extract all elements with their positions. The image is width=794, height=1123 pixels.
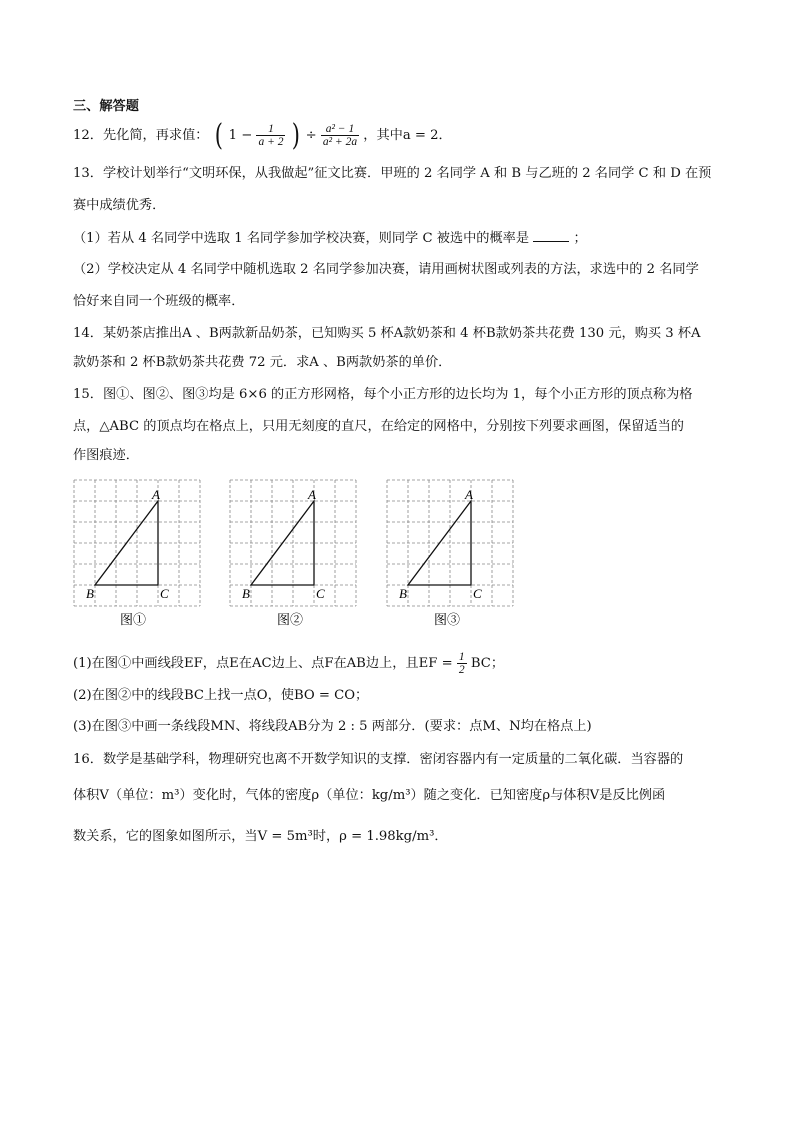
right-paren: ) — [291, 117, 300, 153]
q15-requirement-3: (3)在图③中画一条线段MN、将线段AB分为 2 : 5 两部分．(要求：点M、N均在格点上) — [73, 719, 592, 734]
q16-line-1: 16．数学是基础学科，物理研究也离不开数学知识的支撑．密闭容器内有一定质量的二氧化碳．当容器的 — [73, 752, 684, 767]
caption-figure-1: 图① — [120, 612, 147, 627]
grid-figure-3 — [387, 480, 513, 606]
caption-figure-3: 图③ — [434, 612, 461, 627]
q13-part-1-end: ； — [573, 231, 587, 246]
q12-f2-denominator: a² + 2a — [322, 136, 358, 148]
label-a: A — [308, 487, 316, 502]
q13-part-1 — [73, 229, 587, 248]
req-1-text: (1)在图①中画线段EF，点E在AC边上、点F在AB边上，且EF = — [73, 656, 453, 671]
req-1-end: BC； — [470, 656, 505, 671]
q12-f2-numerator: a² − 1 — [321, 123, 359, 136]
label-a: A — [465, 487, 473, 502]
q15-line-2: 点，△ABC 的顶点均在格点上，只用无刻度的直尺，在给定的网格中，分别按下列要求画图，保留适当的 — [73, 419, 684, 434]
q13-part-1-text: （1）若从 4 名同学中选取 1 名同学参加学校决赛，则同学 C 被选中的概率是 — [73, 231, 530, 246]
q12-prefix: 12．先化简，再求值： — [73, 128, 209, 143]
left-paren: ( — [214, 117, 223, 153]
label-a: A — [152, 487, 160, 502]
grid-figures — [70, 476, 530, 636]
q14-line-2: 款奶茶和 2 杯B款奶茶共花费 72 元．求A 、B两款奶茶的单价． — [73, 355, 452, 370]
req-1-fraction — [457, 651, 467, 676]
q16-line-2: 体积V（单位：m³）变化时，气体的密度ρ（单位：kg/m³）随之变化．已知密度ρ与体积V是反比例函 — [73, 788, 666, 803]
q12-f1-denominator: a + 2 — [258, 136, 284, 148]
label-c: C — [473, 586, 482, 601]
req-1-denominator: 2 — [458, 664, 465, 676]
label-c: C — [160, 586, 169, 601]
answer-blank — [533, 229, 569, 242]
q12-suffix: ，其中a = 2． — [363, 128, 452, 143]
q13-line-1: 13．学校计划举行“文明环保，从我做起”征文比赛．甲班的 2 名同学 A 和 B 与乙班的 2 名同学 C 和 D 在预 — [73, 166, 712, 181]
q15-line-1: 15．图①、图②、图③均是 6×6 的正方形网格，每个小正方形的边长均为 1，每个小正方形的顶点称为格 — [73, 387, 693, 402]
q15-line-3: 作图痕迹． — [73, 448, 139, 463]
q15-requirement-2: (2)在图②中的线段BC上找一点O，使BO = CO； — [73, 688, 369, 703]
q12-f1-numerator: 1 — [256, 123, 285, 136]
q14-line-1: 14．某奶茶店推出A 、B两款新品奶茶，已知购买 5 杯A款奶茶和 4 杯B款奶茶共花费 130 元，购买 3 杯A — [73, 326, 701, 341]
q13-part-2-line-2: 恰好来自同一个班级的概率． — [73, 294, 245, 309]
q15-requirement-1 — [73, 649, 504, 679]
q13-part-2-line-1: （2）学校决定从 4 名同学中随机选取 2 名同学参加决赛，请用画树状图或列表的方法，求选中的 2 名同学 — [73, 262, 699, 277]
label-b: B — [399, 586, 407, 601]
label-b: B — [86, 586, 94, 601]
req-1-numerator: 1 — [458, 651, 465, 663]
grid-figure-1 — [74, 480, 200, 606]
label-c: C — [316, 586, 325, 601]
caption-figure-2: 图② — [277, 612, 304, 627]
label-b: B — [242, 586, 250, 601]
q12-fraction-2 — [321, 123, 359, 148]
q12-minus: − — [241, 128, 253, 143]
q12-one: 1 — [228, 128, 237, 143]
q12-fraction-1 — [256, 123, 285, 148]
q12-divide: ÷ — [305, 128, 317, 143]
grid-figure-2 — [230, 480, 356, 606]
q13-line-2: 赛中成绩优秀． — [73, 198, 166, 213]
q16-line-3: 数关系，它的图象如图所示，当V = 5m³时，ρ = 1.98kg/m³． — [73, 829, 448, 844]
section-title: 三、解答题 — [73, 99, 139, 114]
question-12 — [73, 118, 452, 154]
